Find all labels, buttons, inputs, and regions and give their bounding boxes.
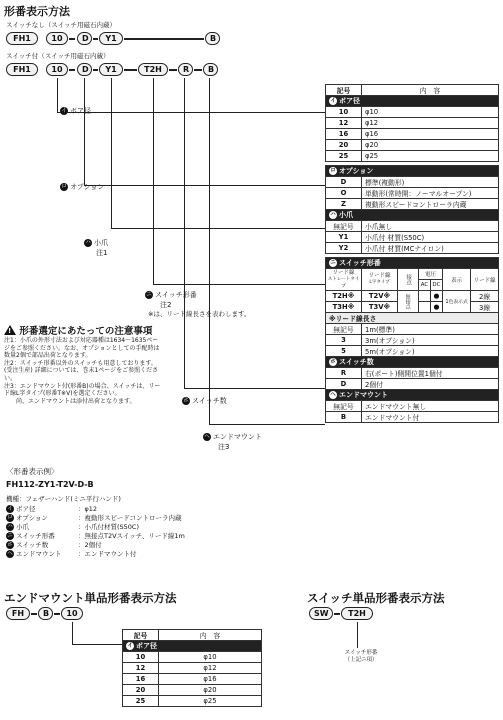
example-list: イ ボア径 ：φ12 ロ オプション ：複動形スピードコントローラ内蔵 ハ 小爪 ：小爪付材質(S50C) ニ スイッチ形番 ：無接点T2Vスイッチ、リード線1m ホ スイッチ数 ：2個付 ヘ エンドマウント ：エンドマウント付 — [7, 505, 185, 558]
sec-claw: ハ 小爪 — [326, 210, 499, 221]
code2-part-switch: T2H — [138, 63, 168, 76]
label-switch-note: 注2 — [160, 301, 172, 309]
example-heading: 〈形番表示例〉 — [6, 467, 59, 476]
code2-part-option: D — [77, 63, 92, 76]
label-option: ロ オプション — [61, 183, 105, 191]
variant2-label: スイッチ付（スイッチ用磁石内蔵） — [6, 52, 110, 60]
page-title: 形番表示方法 — [4, 5, 70, 18]
code2-part-claw: Y1 — [99, 63, 123, 76]
sw-single-title: スイッチ単品形番表示方法 — [307, 591, 445, 605]
code2-part-bore: 10 — [46, 63, 68, 76]
sec-count: ホ スイッチ数 — [326, 357, 499, 368]
label-count: ホ スイッチ数 — [183, 397, 227, 405]
label-endmount: ヘ エンドマウント — [204, 433, 262, 441]
sec-lead: ※リード線長さ — [326, 313, 499, 324]
caution-notes: 注1：小爪の外形寸法および対応器種は1634～1635ページをご参照ください。なお、オプションとしての手配時は数量2個で部品出荷となります。 注2：スイッチ形番以外のスイッチも用意しております。(受注生産) 詳細については、巻末1ページをご参照ください。 注3：エンドマウント付(形番B)の場合、スイッチは、リード線L字タイプ(形番T※V)を選定ください。 尚、エンドマウントは添付出荷となります。 — [4, 337, 161, 405]
em-single-title: エンドマウント単品形番表示方法 — [4, 591, 177, 605]
label-claw: ハ 小爪 — [85, 239, 108, 247]
em-table: 記号 内 容 イ ボア径 10 φ10 12 φ12 16 φ16 20 φ20 25 φ25 — [122, 629, 262, 707]
code1-part-bore: 10 — [46, 32, 68, 45]
example-model: FH112-ZY1-T2V-D-B — [6, 480, 94, 489]
code1-part-series: FH1 — [6, 32, 38, 45]
caution-title: ! 形番選定にあたっての注意事項 — [4, 323, 152, 337]
label-switch: ニ スイッチ形番 — [146, 291, 197, 299]
warning-icon: ! — [4, 325, 16, 335]
sec-bore: イ ボア径 — [326, 96, 499, 107]
code2-part-count: R — [178, 63, 193, 76]
code2-part-endmount: B — [203, 63, 218, 76]
code1-part-endmount: B — [205, 32, 220, 45]
sec-endmount: ヘ エンドマウント — [326, 390, 499, 401]
em-code-row: FH B 10 — [6, 607, 96, 621]
example-type: 機種：フェザーハンド(ミニ平行ハンド) — [6, 495, 121, 503]
label-switch-remark: ※は、リード線長さを表わします。 — [148, 310, 251, 318]
code1-part-option: D — [77, 32, 92, 45]
sw-single-label: スイッチ形番 （上記ニ項） — [344, 650, 378, 663]
label-endmount-note: 注3 — [218, 443, 230, 451]
sw-code-row: SW T2H — [309, 607, 389, 621]
label-claw-note: 注1 — [96, 249, 108, 257]
th-code: 記号 — [326, 85, 362, 96]
code2-row — [6, 63, 226, 77]
sec-switch: ニ スイッチ形番 — [326, 258, 499, 269]
variant1-label: スイッチなし（スイッチ用磁石内蔵） — [6, 21, 116, 29]
code2-part-series: FH1 — [6, 63, 38, 76]
label-bore: イ ボア径 — [61, 107, 91, 115]
code1-part-claw: Y1 — [99, 32, 123, 45]
code1-row — [6, 32, 226, 46]
th-content: 内 容 — [362, 85, 499, 96]
sec-option: ロ オプション — [326, 166, 499, 177]
spec-table: 記号 内 容 イ ボア径 10 φ10 12 φ12 16 φ16 20 φ20 25 φ25 ロ オプション D 標準(複動形) O 単動形(常時開：ノーマルオープン) Z 複動形スピードコントローラ内蔵 ハ 小爪 無記号 小爪無し Y1 小爪付 材質(S50C) Y2 小爪付 材質(MCナイロン) ニ スイッチ形番 リード線 ストレートタイプ リード線 L字タイプ 接点 電圧 表示 リード線 AC DC T2H※ T2V※ 無接点 ● 1色表示式 2線 T3H※ T3V※ ● 3線 ※リード線長さ 無記号 1m(標準) 3 3m(オプション) 5 5m(オプション) ホ スイッチ数 R 右(ポート)側開位置1個付 D 2個付 ヘ エンドマウント 無記号 エンドマウント無し B エンドマウント付 — [325, 84, 499, 423]
